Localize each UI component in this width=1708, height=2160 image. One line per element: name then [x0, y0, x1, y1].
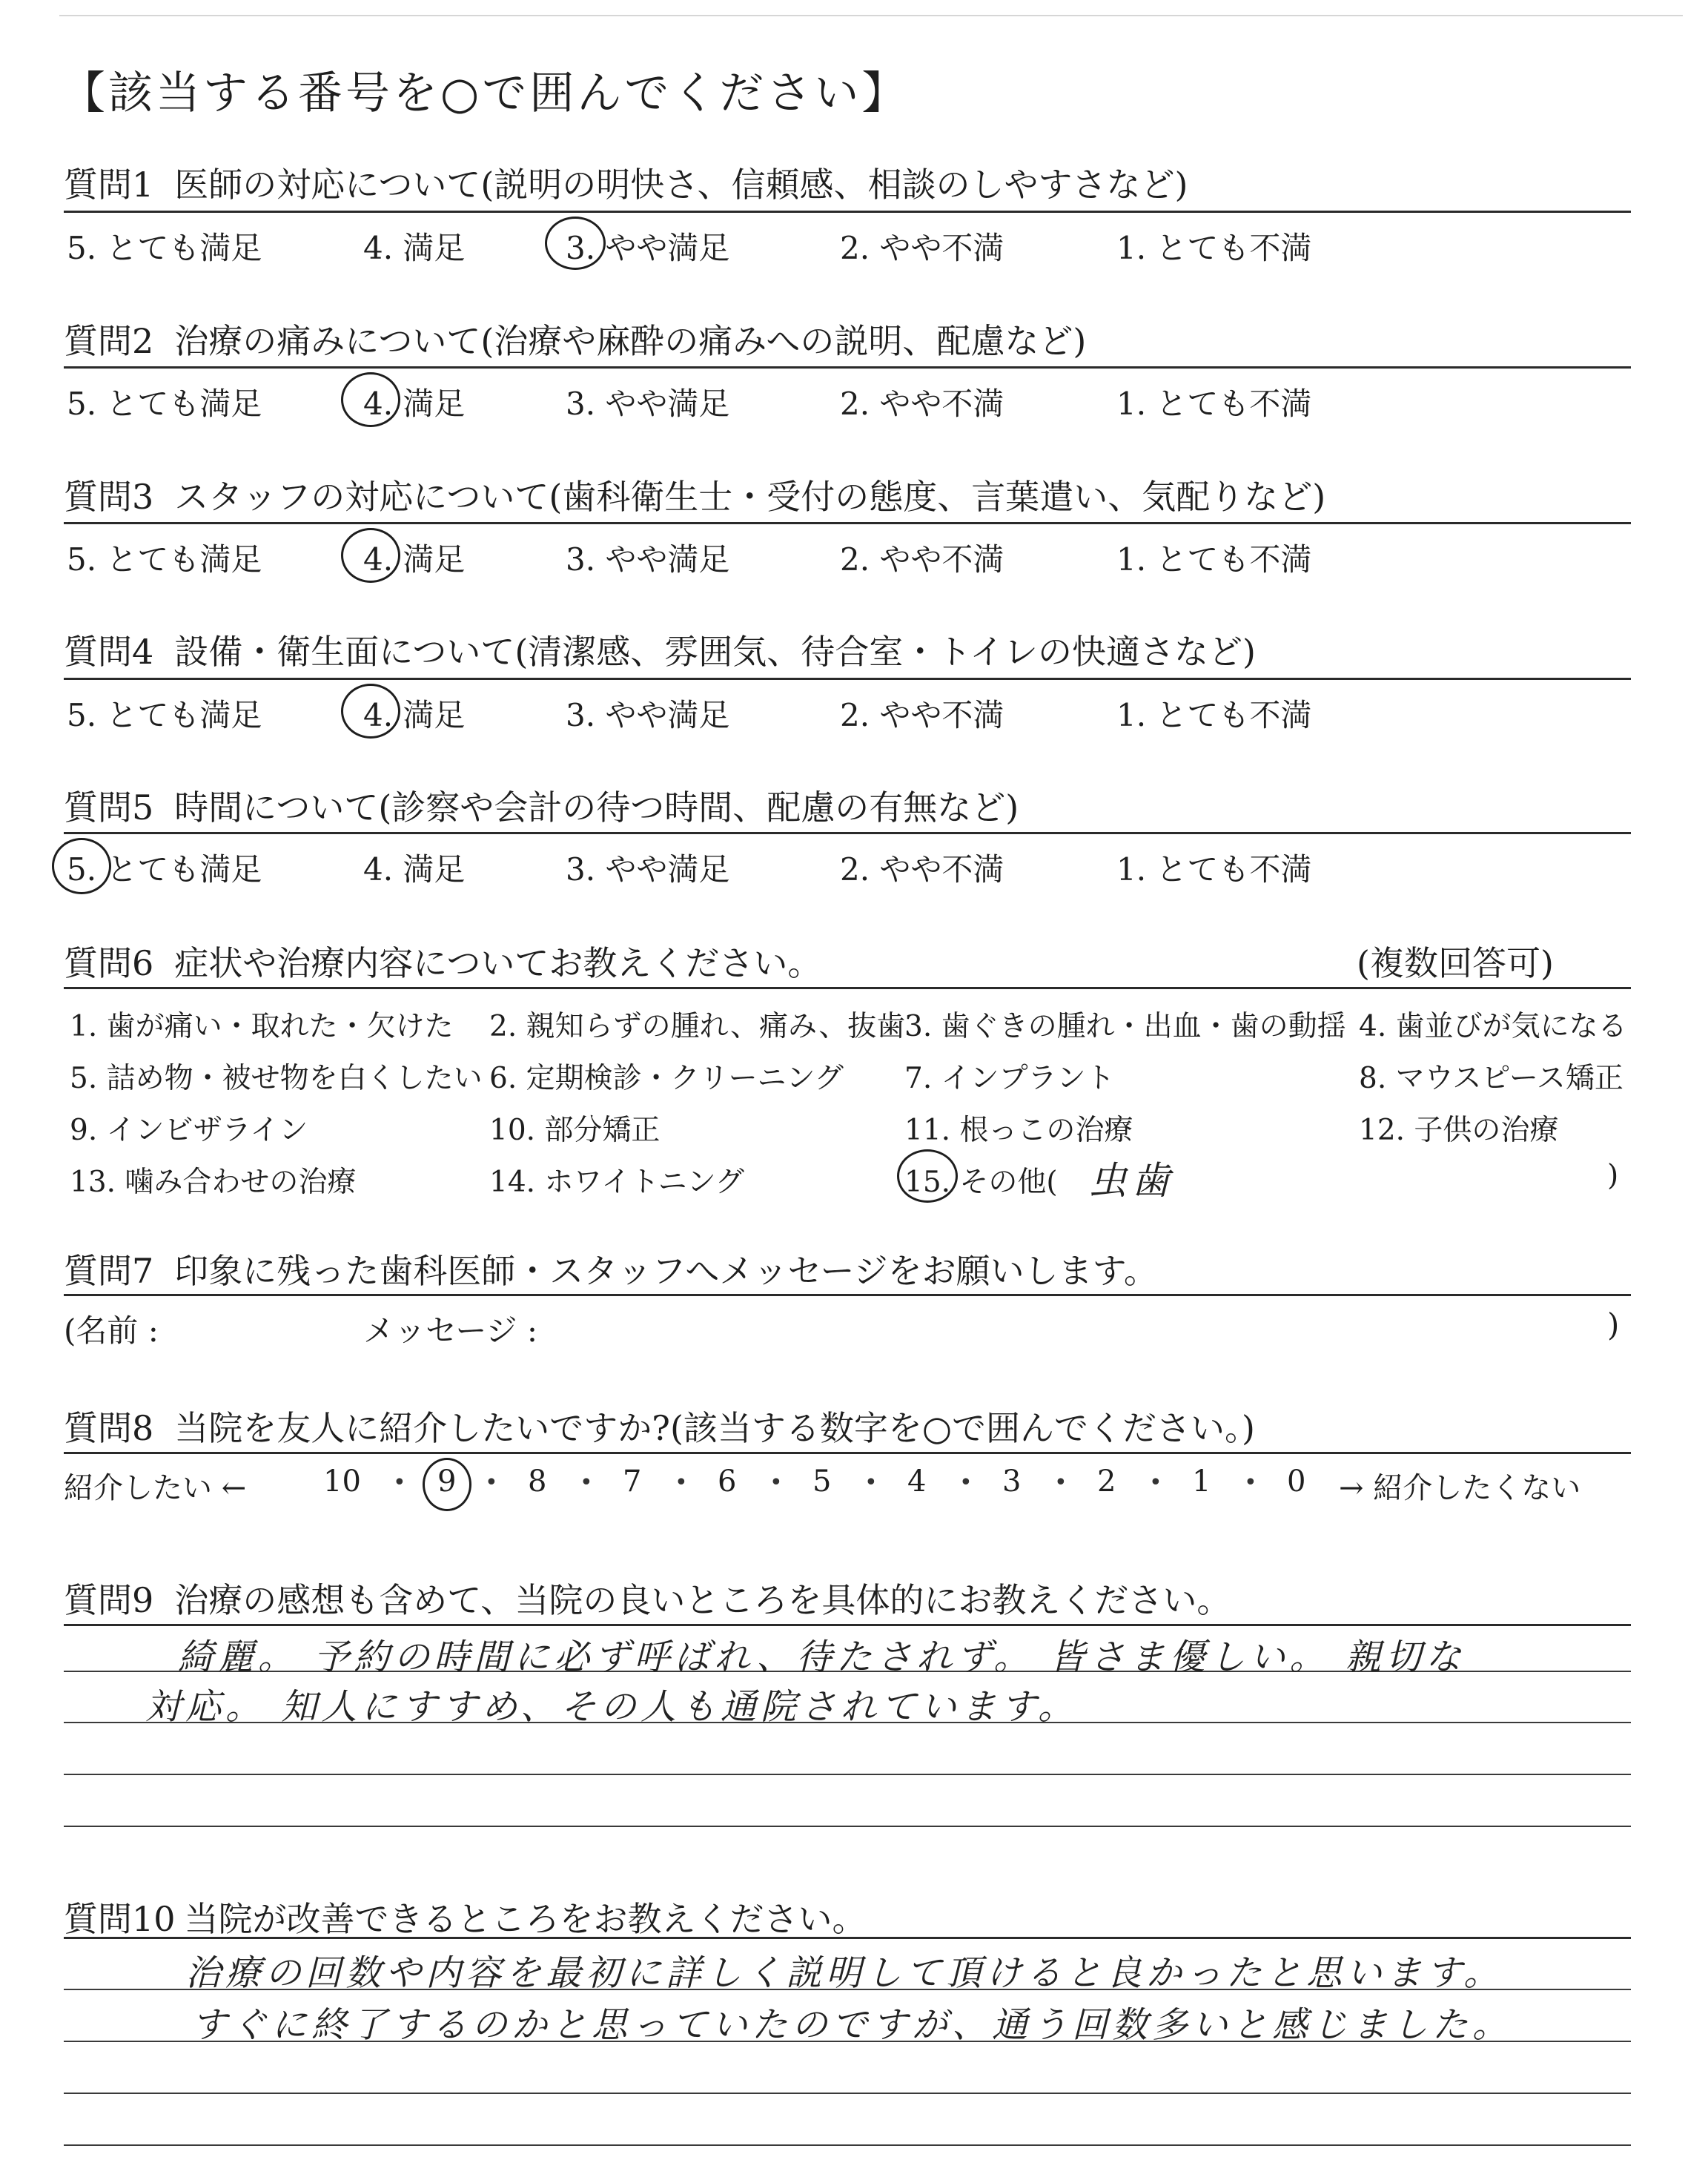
q2-selection-circle — [341, 372, 400, 427]
q10-rule — [64, 1937, 1631, 1939]
q8-number-2[interactable]: 2 — [1097, 1464, 1116, 1499]
q8-number-6[interactable]: 6 — [718, 1464, 737, 1499]
q9-rule — [64, 1624, 1631, 1626]
q5-text: 時間について(診察や会計の待つ時間、配慮の有無など) — [174, 787, 1019, 828]
q9-title — [64, 1573, 1231, 1622]
q2-text: 治療の痛みについて(治療や麻酔の痛みへの説明、配慮など) — [174, 321, 1087, 361]
q5-option-5[interactable]: 5. とても満足 — [67, 851, 262, 888]
q10-answer-line-1: 治療の回数や内容を最初に詳しく説明して頂けると良かったと思います。 — [185, 1952, 1504, 1994]
q6-multiple-note: (複数回答可) — [1357, 943, 1554, 983]
q8-separator-dot: • — [580, 1470, 593, 1496]
q7-name-label: (名前 : — [64, 1312, 159, 1349]
q3-text: スタッフの対応について(歯科衛生士・受付の態度、言葉遣い、気配りなど) — [174, 477, 1326, 517]
q1-title — [64, 158, 1188, 207]
q8-text: 当院を友人に紹介したいですか?(該当する数字を○で囲んでください。) — [174, 1408, 1255, 1448]
q7-close: ) — [1607, 1307, 1620, 1343]
top-border — [59, 15, 1683, 16]
q9-answer-line-1: 綺麗。 予約の時間に必ず呼ばれ、待たされず。 皆さま優しい。 親切な — [178, 1636, 1466, 1678]
q8-separator-dot: • — [1054, 1470, 1068, 1496]
q1-number: 質問1 — [64, 165, 154, 205]
q8-separator-dot: • — [1149, 1470, 1162, 1496]
q4-option-3[interactable]: 3. やや満足 — [566, 697, 730, 733]
q8-number-3[interactable]: 3 — [1002, 1464, 1022, 1499]
q8-right-label: → 紹介したくない — [1339, 1471, 1581, 1505]
q6-option-7[interactable]: 7. インプラント — [904, 1062, 1115, 1095]
q6-number: 質問6 — [64, 943, 154, 983]
q6-option-9[interactable]: 9. インビザライン — [70, 1114, 308, 1147]
q6-other-handwritten: 虫歯 — [1088, 1159, 1175, 1203]
q6-selection-circle — [897, 1149, 958, 1203]
q3-option-2[interactable]: 2. やや不満 — [840, 541, 1004, 578]
q7-text: 印象に残った歯科医師・スタッフへメッセージをお願いします。 — [174, 1251, 1158, 1291]
q1-selection-circle — [545, 217, 606, 270]
q4-option-2[interactable]: 2. やや不満 — [840, 697, 1004, 733]
q10-answer-line — [64, 2093, 1631, 2094]
q4-text: 設備・衛生面について(清潔感、雰囲気、待合室・トイレの快適さなど) — [174, 632, 1256, 672]
q6-option-4[interactable]: 4. 歯並びが気になる — [1359, 1010, 1627, 1043]
q2-option-4[interactable]: 4. 満足 — [363, 386, 466, 422]
q8-number-8[interactable]: 8 — [528, 1464, 547, 1499]
q8-separator-dot: • — [959, 1470, 973, 1496]
q4-title — [64, 625, 1256, 674]
q4-option-5[interactable]: 5. とても満足 — [67, 697, 262, 733]
q9-number: 質問9 — [64, 1580, 154, 1620]
q6-option-2[interactable]: 2. 親知らずの腫れ、痛み、抜歯 — [489, 1010, 906, 1043]
q10-number: 質問10 — [64, 1899, 176, 1939]
q8-left-label: 紹介したい ← — [64, 1471, 247, 1505]
q6-rule — [64, 987, 1631, 989]
q2-number: 質問2 — [64, 321, 154, 361]
q4-option-4[interactable]: 4. 満足 — [363, 697, 466, 733]
q2-option-3[interactable]: 3. やや満足 — [566, 386, 730, 422]
q2-option-2[interactable]: 2. やや不満 — [840, 386, 1004, 422]
q1-option-3[interactable]: 3. やや満足 — [566, 230, 730, 266]
q7-rule — [64, 1294, 1631, 1296]
q10-answer-line-2: すぐに終了するのかと思っていたのですが、通う回数多いと感じました。 — [191, 2004, 1513, 2046]
q2-option-1[interactable]: 1. とても不満 — [1116, 386, 1312, 422]
q8-number-4[interactable]: 4 — [907, 1464, 927, 1499]
q8-separator-dot: • — [675, 1470, 688, 1496]
q6-option-8[interactable]: 8. マウスピース矯正 — [1359, 1062, 1623, 1095]
q6-option-10[interactable]: 10. 部分矯正 — [489, 1114, 661, 1147]
q3-title — [64, 470, 1325, 519]
q3-option-3[interactable]: 3. やや満足 — [566, 541, 730, 578]
q6-option-14[interactable]: 14. ホワイトニング — [489, 1166, 744, 1199]
q8-selection-circle — [423, 1458, 471, 1511]
q5-option-2[interactable]: 2. やや不満 — [840, 851, 1004, 888]
q7-number: 質問7 — [64, 1251, 154, 1291]
q5-option-4[interactable]: 4. 満足 — [363, 851, 466, 888]
q5-option-3[interactable]: 3. やや満足 — [566, 851, 730, 888]
q5-selection-circle — [52, 838, 111, 894]
q8-separator-dot: • — [1244, 1470, 1257, 1496]
q8-number-7[interactable]: 7 — [623, 1464, 642, 1499]
q5-number: 質問5 — [64, 787, 154, 828]
q6-option-6[interactable]: 6. 定期検診・クリーニング — [489, 1062, 844, 1095]
q1-option-2[interactable]: 2. やや不満 — [840, 230, 1004, 266]
q6-option-15[interactable]: 15. その他( — [904, 1166, 1058, 1199]
q8-separator-dot: • — [769, 1470, 783, 1496]
q6-option-13[interactable]: 13. 噛み合わせの治療 — [70, 1166, 357, 1199]
q5-title — [64, 781, 1019, 830]
page-header: 【該当する番号を○で囲んでください】 — [61, 67, 910, 119]
q4-option-1[interactable]: 1. とても不満 — [1116, 697, 1312, 733]
q8-separator-dot: • — [485, 1470, 498, 1496]
q6-other-close: ) — [1607, 1159, 1619, 1192]
q4-rule — [64, 678, 1631, 680]
q10-text: 当院が改善できるところをお教えください。 — [184, 1899, 867, 1939]
q10-title — [64, 1892, 867, 1941]
q9-answer-line — [64, 1774, 1631, 1775]
q8-title — [64, 1401, 1255, 1450]
q8-number-0[interactable]: 0 — [1287, 1464, 1306, 1499]
q8-separator-dot: • — [864, 1470, 878, 1496]
q4-number: 質問4 — [64, 632, 154, 672]
q2-rule — [64, 366, 1631, 369]
q6-option-11[interactable]: 11. 根っこの治療 — [904, 1114, 1133, 1147]
q5-rule — [64, 832, 1631, 834]
q6-option-3[interactable]: 3. 歯ぐきの腫れ・出血・歯の動揺 — [904, 1010, 1346, 1043]
q10-answer-line — [64, 2144, 1631, 2146]
q6-option-1[interactable]: 1. 歯が痛い・取れた・欠けた — [70, 1010, 454, 1043]
q3-option-1[interactable]: 1. とても不満 — [1116, 541, 1312, 578]
q8-number-5[interactable]: 5 — [812, 1464, 832, 1499]
q1-option-5[interactable]: 5. とても満足 — [67, 230, 262, 266]
q5-option-1[interactable]: 1. とても不満 — [1116, 851, 1312, 888]
q6-option-5[interactable]: 5. 詰め物・被せ物を白くしたい — [70, 1062, 483, 1095]
q9-answer-line-2: 対応。 知人にすすめ、その人も通院されています。 — [145, 1686, 1078, 1728]
q8-number-10[interactable]: 10 — [323, 1464, 361, 1499]
q3-rule — [64, 522, 1631, 524]
q4-selection-circle — [341, 684, 400, 739]
q8-separator-dot: • — [393, 1470, 406, 1496]
q1-text: 医師の対応について(説明の明快さ、信頼感、相談のしやすさなど) — [174, 165, 1188, 205]
q6-title — [64, 937, 821, 985]
q1-option-1[interactable]: 1. とても不満 — [1116, 230, 1312, 266]
q7-message-label: メッセージ : — [363, 1312, 537, 1349]
q1-rule — [64, 211, 1631, 213]
q1-option-4[interactable]: 4. 満足 — [363, 230, 466, 266]
q8-rule — [64, 1452, 1631, 1454]
q8-number-1[interactable]: 1 — [1192, 1464, 1211, 1499]
q3-number: 質問3 — [64, 477, 154, 517]
q3-option-4[interactable]: 4. 満足 — [363, 541, 466, 578]
q6-option-12[interactable]: 12. 子供の治療 — [1359, 1114, 1559, 1147]
q2-option-5[interactable]: 5. とても満足 — [67, 386, 262, 422]
q9-text: 治療の感想も含めて、当院の良いところを具体的にお教えください。 — [174, 1580, 1231, 1620]
q3-selection-circle — [341, 528, 400, 583]
q8-number-9[interactable]: 9 — [437, 1464, 457, 1499]
q7-title — [64, 1244, 1158, 1293]
q3-option-5[interactable]: 5. とても満足 — [67, 541, 262, 578]
q8-number: 質問8 — [64, 1408, 154, 1448]
q9-answer-line — [64, 1826, 1631, 1827]
q2-title — [64, 314, 1086, 363]
q6-text: 症状や治療内容についてお教えください。 — [174, 943, 822, 983]
